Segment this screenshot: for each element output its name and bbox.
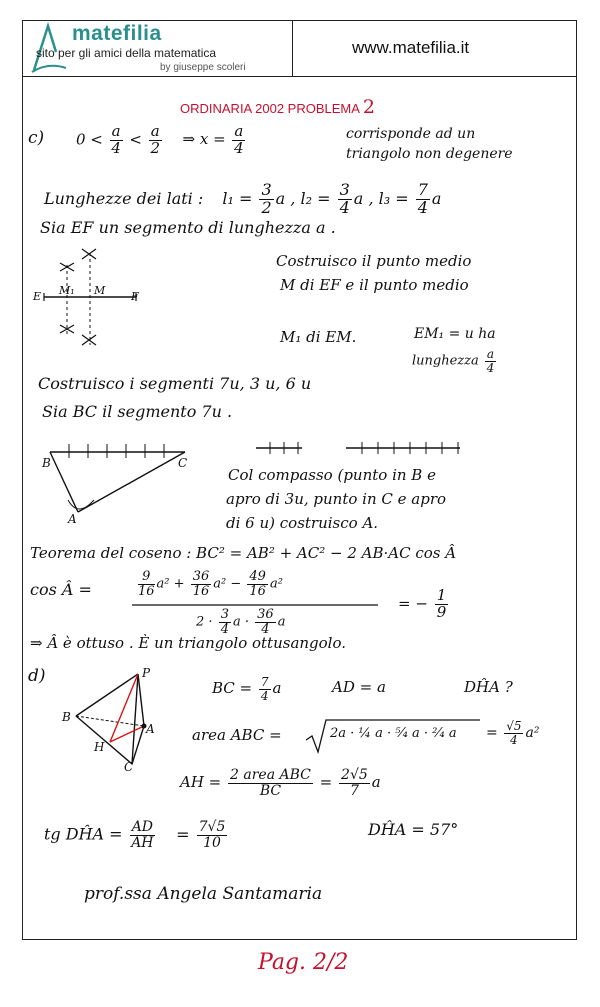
tetrahedron-figure	[60, 664, 160, 776]
point-f-label: F	[131, 290, 139, 303]
ah-formula: AH = $\frac{\text{2 area ABC}}{BC}$ = $\frac{2√5}{7}$ a	[180, 767, 381, 799]
segment-ef-line: Sia EF un segmento di lunghezza a .	[40, 218, 336, 237]
area-label: area ABC =	[192, 726, 282, 744]
point-m-label: M	[94, 284, 106, 297]
compass-line3: di 6 u) costruisco A.	[226, 514, 379, 532]
area-radicand: 2a · ¼ a · ⁵⁄₄ a · ²⁄₄ a	[330, 726, 457, 741]
em1-length: lunghezza $\frac{a}{4}$	[412, 347, 495, 375]
dha-question: DĤA ?	[464, 678, 513, 696]
title-text: ORDINARIA 2002 PROBLEMA	[180, 101, 360, 116]
point-e-label: E	[33, 290, 42, 303]
point-a2-label: A	[146, 722, 155, 736]
point-h-label: H	[94, 740, 105, 754]
angle-result: DĤA = 57°	[368, 820, 459, 839]
signature: prof.ssa Angela Santamaria	[84, 884, 323, 904]
segments-line: Costruisco i segmenti 7u, 3 u, 6 u	[38, 374, 312, 393]
site-url[interactable]: www.matefilia.it	[352, 38, 470, 57]
cos-a-label: cos Â =	[30, 580, 92, 599]
em1-equation: EM₁ = u ha	[414, 326, 496, 342]
area-result: = $\frac{√5}{4}$ a²	[486, 719, 540, 747]
cos-a-result: = − $\frac{1}{9}$	[398, 586, 447, 621]
bc-length: BC = $\frac{7}{4}$ a	[212, 675, 282, 703]
construct-line2: M di EF e il punto medio	[280, 276, 469, 294]
point-b2-label: B	[62, 710, 71, 724]
tg-formula: tg DĤA = $\frac{AD}{AH}$ = $\frac{7√5}{10}$	[44, 819, 226, 851]
triangle-construction-figure	[40, 438, 200, 523]
point-a-label: A	[68, 512, 77, 526]
nondegenerate-line2: triangolo non degenere	[346, 146, 513, 162]
logo-name: matefilia	[72, 22, 162, 45]
title-number: 2	[362, 96, 375, 118]
inequality: 0 < $\frac{a}{4}$ < $\frac{a}{2}$ ⇒ x = $\frac{a}{4}$	[76, 122, 244, 157]
ad-length: AD = a	[332, 678, 386, 696]
page-title	[180, 96, 375, 118]
bc-line: Sia BC il segmento 7u .	[42, 402, 233, 421]
cos-a-denominator: 2 · $\frac{3}{4}$ a · $\frac{36}{4}$ a	[196, 607, 286, 637]
part-c-label: c)	[28, 128, 45, 148]
point-b-label: B	[42, 456, 51, 470]
cos-a-numerator: $\frac{9}{16}$ a² + $\frac{36}{16}$ a² − $\frac{49}{16}$ a²	[138, 569, 283, 599]
part-d-label: d)	[28, 666, 46, 686]
nondegenerate-line1: corrisponde ad un	[346, 126, 476, 142]
segment-samples	[250, 438, 470, 458]
construct-line1: Costruisco il punto medio	[276, 252, 472, 270]
header-divider	[292, 20, 293, 77]
point-m1-label: M₁	[59, 284, 75, 297]
side-lengths: Lunghezze dei lati : l₁ = $\frac{3}{2}$ a , l₂ = $\frac{3}{4}$ a , l₃ = $\frac{7}{4}$ a	[44, 180, 442, 217]
logo-author: by giuseppe scoleri	[160, 62, 246, 73]
point-c2-label: C	[124, 760, 134, 774]
logo-tagline: sito per gli amici della matematica	[36, 46, 217, 60]
compass-line1: Col compasso (punto in B e	[228, 466, 436, 484]
cosine-law: Teorema del coseno : BC² = AB² + AC² − 2 AB·AC cos Â	[30, 544, 457, 562]
midpoint-construction-figure	[30, 245, 160, 355]
obtuse-conclusion: ⇒ Â è ottuso . È un triangolo ottusangolo.	[30, 634, 347, 652]
compass-line2: apro di 3u, punto in C e apro	[226, 490, 447, 508]
point-p-label: P	[142, 666, 151, 680]
construct-line3: M₁ di EM.	[280, 328, 357, 346]
point-c-label: C	[178, 456, 188, 470]
page-number: Pag. 2/2	[258, 950, 349, 975]
